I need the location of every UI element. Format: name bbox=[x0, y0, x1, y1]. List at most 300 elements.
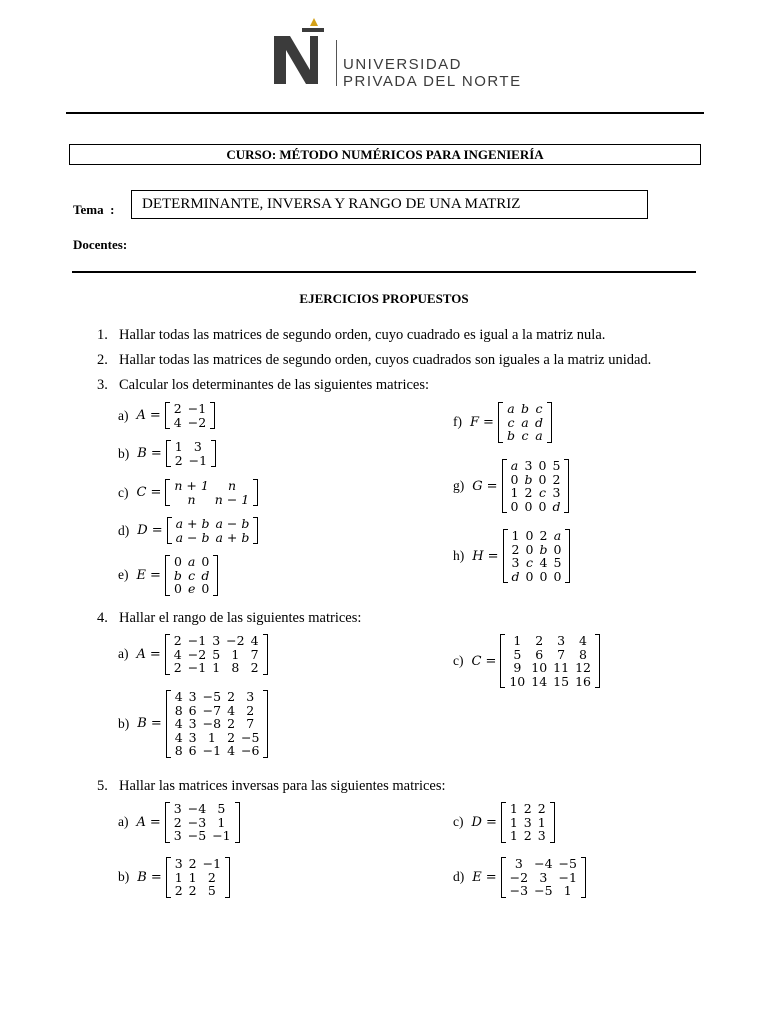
section-rule bbox=[72, 271, 696, 273]
matrix-cell: 2 bbox=[539, 528, 548, 543]
matrix-row bbox=[509, 543, 565, 557]
matrix-name: C bbox=[136, 485, 147, 500]
matrix-cell: 0 bbox=[553, 541, 562, 557]
item-label: d) bbox=[453, 869, 465, 885]
matrix-cell: 0 bbox=[510, 471, 519, 487]
q3-item-e bbox=[118, 555, 218, 596]
matrix-cell: 3 bbox=[524, 458, 533, 473]
question-3 bbox=[97, 377, 429, 394]
matrix-cell: 6 bbox=[188, 702, 197, 718]
matrix-row bbox=[506, 634, 594, 648]
matrix-row bbox=[506, 648, 594, 662]
matrix-brackets bbox=[500, 634, 600, 688]
university-name bbox=[343, 56, 522, 90]
question-text: Hallar el rango de las siguientes matrices: bbox=[119, 610, 362, 626]
matrix-row bbox=[172, 717, 263, 731]
matrix-cell: 0 bbox=[173, 581, 182, 596]
matrix-cell: 2 bbox=[173, 814, 182, 830]
matrix-row bbox=[507, 816, 549, 830]
matrix-cell: 1 bbox=[174, 439, 183, 454]
matrix-cell: 4 bbox=[174, 689, 183, 704]
matrix-row bbox=[171, 416, 209, 430]
university-name-line2: PRIVADA DEL NORTE bbox=[343, 73, 522, 90]
matrix-cell: −1 bbox=[188, 452, 208, 468]
matrix-cell: 8 bbox=[579, 646, 587, 662]
matrix-cell: 1 bbox=[537, 814, 546, 830]
matrix-row bbox=[509, 556, 565, 570]
matrix-cell: 4 bbox=[227, 702, 236, 718]
matrix-cell: 3 bbox=[514, 856, 523, 871]
matrix-cell: 9 bbox=[513, 660, 522, 675]
matrix-row bbox=[172, 871, 224, 885]
matrix-cell: 5 bbox=[513, 646, 522, 662]
matrix-cell: 3 bbox=[188, 689, 197, 704]
matrix-cell: c bbox=[538, 485, 546, 500]
matrix-cell: 1 bbox=[231, 646, 240, 662]
matrix-cell: 8 bbox=[174, 702, 183, 718]
matrix-cell: a bbox=[510, 458, 519, 473]
matrix-cell: 2 bbox=[523, 828, 532, 843]
item-label: b) bbox=[118, 445, 130, 461]
matrix-cell: −3 bbox=[509, 883, 529, 898]
matrix-cell: a bbox=[535, 428, 543, 443]
equals-sign: = bbox=[485, 869, 497, 885]
matrix-cell: 7 bbox=[557, 646, 566, 662]
matrix-cell: 0 bbox=[538, 458, 547, 473]
matrix-brackets bbox=[165, 555, 218, 596]
equals-sign: = bbox=[149, 646, 161, 662]
matrix-cell: 2 bbox=[227, 729, 236, 745]
item-label: a) bbox=[118, 814, 129, 830]
equals-sign: = bbox=[487, 548, 499, 564]
matrix-brackets bbox=[498, 402, 552, 443]
matrix-row bbox=[171, 829, 234, 843]
matrix-cell: −4 bbox=[187, 801, 207, 816]
matrix-entries bbox=[171, 402, 209, 429]
matrix-row bbox=[504, 416, 546, 430]
matrix-brackets bbox=[501, 802, 555, 843]
matrix-cell: 0 bbox=[525, 568, 534, 584]
university-logo-mark bbox=[270, 14, 334, 86]
matrix-cell: 3 bbox=[173, 801, 182, 816]
matrix-cell: 5 bbox=[212, 646, 221, 662]
equals-sign: = bbox=[149, 814, 161, 830]
course-title: CURSO: MÉTODO NUMÉRICOS PARA INGENIERÍA bbox=[69, 144, 701, 165]
topic-label: Tema : bbox=[73, 202, 115, 217]
matrix-cell: a − b bbox=[175, 529, 210, 545]
matrix-entries bbox=[172, 690, 263, 758]
matrix-row bbox=[171, 634, 262, 648]
matrix-cell: −5 bbox=[187, 828, 207, 843]
matrix-entries bbox=[508, 459, 564, 513]
matrix-entries bbox=[507, 802, 549, 843]
matrix-cell: d bbox=[201, 567, 210, 583]
section-title: EJERCICIOS PROPUESTOS bbox=[299, 291, 469, 306]
matrix-cell: b bbox=[506, 428, 515, 443]
university-name-line1: UNIVERSIDAD bbox=[343, 56, 463, 73]
matrix-cell: 1 bbox=[509, 828, 518, 843]
matrix-cell: n bbox=[187, 491, 196, 507]
matrix-brackets bbox=[165, 479, 258, 506]
matrix-cell: c bbox=[188, 567, 196, 583]
matrix-cell: c bbox=[507, 414, 515, 430]
matrix-cell: −1 bbox=[202, 743, 222, 758]
matrix-name: A bbox=[136, 408, 146, 423]
matrix-row bbox=[508, 473, 564, 487]
matrix-cell: a bbox=[507, 401, 515, 416]
q4-item-a bbox=[118, 634, 268, 675]
matrix-cell: −1 bbox=[187, 660, 207, 675]
equals-sign: = bbox=[149, 408, 161, 423]
matrix-cell: 5 bbox=[552, 458, 561, 473]
matrix-cell: −1 bbox=[202, 856, 222, 871]
matrix-cell: 3 bbox=[188, 716, 197, 731]
matrix-cell: −1 bbox=[558, 869, 577, 885]
matrix-cell: 0 bbox=[201, 554, 210, 569]
matrix-entries bbox=[506, 634, 594, 688]
matrix-cell: 2 bbox=[207, 869, 216, 885]
matrix-row bbox=[506, 675, 594, 689]
matrix-cell: 0 bbox=[201, 581, 210, 596]
matrix-cell: 1 bbox=[563, 883, 572, 898]
matrix-row bbox=[171, 816, 234, 830]
matrix-cell: −1 bbox=[187, 633, 207, 648]
matrix-cell: 0 bbox=[539, 568, 548, 584]
matrix-cell: 6 bbox=[535, 646, 544, 662]
matrix-cell: 0 bbox=[538, 471, 547, 487]
matrix-row bbox=[509, 570, 565, 584]
matrix-cell: n − 1 bbox=[214, 491, 250, 507]
matrix-row bbox=[173, 517, 253, 531]
matrix-cell: 14 bbox=[531, 673, 548, 689]
topic-title: DETERMINANTE, INVERSA Y RANGO DE UNA MATRIZ bbox=[131, 190, 648, 219]
matrix-cell: 15 bbox=[553, 673, 570, 689]
equals-sign: = bbox=[483, 414, 494, 430]
matrix-cell: 3 bbox=[523, 814, 532, 830]
matrix-cell: a + b bbox=[215, 529, 250, 545]
matrix-row bbox=[172, 884, 224, 898]
matrix-cell: 4 bbox=[250, 633, 259, 648]
matrix-brackets bbox=[165, 402, 215, 429]
matrix-cell: −5 bbox=[241, 729, 260, 745]
matrix-cell: b bbox=[173, 567, 182, 583]
matrix-cell: 5 bbox=[217, 801, 226, 816]
matrix-cell: d bbox=[552, 498, 561, 514]
matrix-entries bbox=[172, 857, 224, 898]
question-text: Hallar todas las matrices de segundo orden, cuyos cuadrados son iguales a la matriz unidad. bbox=[119, 352, 652, 368]
question-5 bbox=[97, 778, 446, 795]
matrix-cell: a bbox=[553, 528, 562, 543]
matrix-row bbox=[172, 704, 263, 718]
matrix-row bbox=[507, 802, 549, 816]
matrix-cell: 3 bbox=[539, 869, 548, 885]
matrix-cell: 2 bbox=[250, 660, 259, 675]
matrix-cell: 7 bbox=[250, 646, 259, 662]
matrix-cell: 1 bbox=[174, 869, 183, 885]
matrix-cell: 1 bbox=[510, 485, 519, 500]
matrix-cell: 4 bbox=[227, 743, 236, 758]
question-1 bbox=[97, 327, 605, 344]
question-number: 5. bbox=[97, 778, 108, 794]
matrix-entries bbox=[172, 440, 210, 467]
matrix-cell: 1 bbox=[511, 528, 520, 543]
matrix-cell: 0 bbox=[525, 541, 534, 557]
question-4 bbox=[97, 610, 361, 627]
matrix-cell: 4 bbox=[173, 414, 182, 430]
matrix-row bbox=[171, 661, 262, 675]
matrix-row bbox=[171, 569, 212, 583]
matrix-row bbox=[507, 857, 580, 871]
matrix-name: B bbox=[137, 869, 147, 885]
matrix-brackets bbox=[501, 857, 586, 898]
matrix-entries bbox=[507, 857, 580, 898]
matrix-cell: b bbox=[539, 541, 548, 557]
q3-item-g bbox=[453, 459, 569, 513]
matrix-cell: 3 bbox=[511, 555, 520, 570]
equals-sign: = bbox=[151, 523, 163, 538]
matrix-cell: 1 bbox=[509, 801, 518, 816]
matrix-cell: 1 bbox=[212, 660, 221, 675]
question-number: 3. bbox=[97, 377, 108, 393]
matrix-row bbox=[171, 648, 262, 662]
q5-item-d bbox=[453, 857, 586, 898]
equals-sign: = bbox=[485, 653, 497, 669]
matrix-cell: a bbox=[521, 414, 529, 430]
header-rule bbox=[66, 112, 704, 114]
matrix-cell: 2 bbox=[524, 485, 533, 500]
matrix-entries bbox=[173, 517, 253, 544]
equals-sign: = bbox=[150, 869, 162, 885]
teachers-label: Docentes: bbox=[73, 237, 128, 252]
matrix-cell: 2 bbox=[535, 633, 544, 648]
matrix-cell: a − b bbox=[215, 516, 250, 531]
matrix-name: D bbox=[137, 523, 148, 538]
matrix-row bbox=[171, 493, 252, 507]
matrix-brackets bbox=[165, 634, 268, 675]
matrix-row bbox=[171, 582, 212, 596]
matrix-name: B bbox=[137, 716, 147, 732]
matrix-row bbox=[171, 555, 212, 569]
matrix-cell: −6 bbox=[241, 743, 260, 758]
matrix-name: E bbox=[136, 567, 146, 583]
matrix-cell: 1 bbox=[188, 869, 197, 885]
matrix-name: F bbox=[470, 414, 480, 430]
matrix-cell: c bbox=[525, 555, 533, 570]
matrix-cell: 8 bbox=[231, 660, 240, 675]
matrix-cell: 2 bbox=[246, 702, 255, 718]
matrix-cell: 2 bbox=[188, 883, 197, 898]
matrix-cell: 4 bbox=[173, 646, 182, 662]
matrix-cell: 4 bbox=[174, 729, 183, 745]
matrix-cell: 6 bbox=[188, 743, 197, 758]
q5-item-c bbox=[453, 802, 555, 843]
matrix-cell: 0 bbox=[538, 498, 547, 514]
item-label: d) bbox=[118, 522, 130, 538]
matrix-cell: b bbox=[520, 401, 529, 416]
q3-item-a bbox=[118, 402, 215, 429]
item-label: b) bbox=[118, 715, 130, 731]
equals-sign: = bbox=[485, 814, 497, 830]
question-number: 1. bbox=[97, 327, 108, 343]
matrix-name: A bbox=[136, 646, 146, 662]
matrix-row bbox=[171, 479, 252, 493]
matrix-cell: b bbox=[524, 471, 533, 487]
matrix-cell: 0 bbox=[553, 568, 562, 584]
matrix-cell: 12 bbox=[575, 660, 591, 675]
matrix-name: G bbox=[472, 478, 483, 494]
matrix-cell: 2 bbox=[552, 471, 561, 487]
matrix-row bbox=[172, 454, 210, 468]
matrix-cell: d bbox=[534, 414, 543, 430]
matrix-brackets bbox=[166, 690, 269, 758]
matrix-cell: −5 bbox=[534, 883, 553, 898]
item-label: c) bbox=[453, 814, 464, 830]
matrix-cell: −2 bbox=[509, 869, 529, 885]
matrix-cell: d bbox=[511, 568, 520, 584]
matrix-cell: −1 bbox=[187, 401, 207, 416]
matrix-cell: 0 bbox=[524, 498, 533, 514]
matrix-name: D bbox=[471, 814, 482, 830]
matrix-entries bbox=[509, 529, 565, 583]
equals-sign: = bbox=[150, 446, 162, 461]
matrix-cell: −2 bbox=[226, 633, 245, 648]
matrix-row bbox=[504, 402, 546, 416]
matrix-cell: c bbox=[535, 401, 543, 416]
matrix-cell: 2 bbox=[173, 401, 182, 416]
matrix-row bbox=[172, 690, 263, 704]
matrix-brackets bbox=[166, 857, 230, 898]
item-label: a) bbox=[118, 646, 129, 662]
matrix-cell: −7 bbox=[202, 702, 222, 718]
matrix-cell: e bbox=[187, 581, 196, 596]
matrix-cell: 2 bbox=[188, 856, 197, 871]
matrix-cell: 4 bbox=[579, 633, 587, 648]
matrix-cell: 3 bbox=[557, 633, 566, 648]
matrix-entries bbox=[171, 802, 234, 843]
question-number: 2. bbox=[97, 352, 108, 368]
matrix-cell: 8 bbox=[174, 743, 183, 758]
matrix-cell: 2 bbox=[537, 801, 546, 816]
q3-item-b bbox=[118, 440, 216, 467]
matrix-cell: −3 bbox=[187, 814, 207, 830]
matrix-name: A bbox=[136, 814, 146, 830]
matrix-row bbox=[506, 661, 594, 675]
equals-sign: = bbox=[150, 567, 161, 583]
q3-item-f bbox=[453, 402, 552, 443]
matrix-row bbox=[172, 731, 263, 745]
matrix-row bbox=[507, 829, 549, 843]
matrix-cell: 1 bbox=[509, 814, 518, 830]
item-label: g) bbox=[453, 478, 465, 493]
equals-sign: = bbox=[150, 716, 162, 732]
item-label: e) bbox=[118, 567, 129, 583]
matrix-cell: 2 bbox=[173, 633, 182, 648]
matrix-row bbox=[172, 440, 210, 454]
matrix-row bbox=[504, 429, 546, 443]
matrix-cell: 2 bbox=[227, 716, 236, 731]
matrix-cell: 7 bbox=[246, 716, 255, 731]
matrix-row bbox=[172, 744, 263, 758]
item-label: c) bbox=[453, 653, 464, 668]
matrix-name: C bbox=[471, 653, 482, 669]
matrix-cell: a + b bbox=[175, 516, 210, 531]
matrix-cell: 0 bbox=[173, 554, 182, 569]
matrix-cell: −5 bbox=[558, 856, 577, 871]
matrix-row bbox=[171, 802, 234, 816]
item-label: a) bbox=[118, 407, 129, 423]
matrix-row bbox=[507, 884, 580, 898]
matrix-cell: −4 bbox=[534, 856, 553, 871]
matrix-cell: c bbox=[521, 428, 529, 443]
matrix-row bbox=[173, 531, 253, 545]
matrix-brackets bbox=[167, 517, 259, 544]
matrix-cell: 0 bbox=[525, 528, 534, 543]
matrix-cell: 0 bbox=[510, 498, 519, 514]
item-label: h) bbox=[453, 548, 465, 563]
matrix-cell: 16 bbox=[575, 673, 591, 689]
item-label: b) bbox=[118, 869, 130, 885]
matrix-cell: 3 bbox=[174, 856, 183, 871]
matrix-cell: 4 bbox=[174, 716, 183, 731]
question-text: Calcular los determinantes de las siguientes matrices: bbox=[119, 377, 430, 393]
q3-item-h bbox=[453, 529, 570, 583]
q4-item-c bbox=[453, 634, 600, 688]
matrix-row bbox=[508, 486, 564, 500]
matrix-row bbox=[508, 500, 564, 514]
matrix-entries bbox=[171, 634, 262, 675]
matrix-cell: 3 bbox=[552, 485, 561, 500]
matrix-cell: 3 bbox=[246, 689, 255, 704]
q5-item-a bbox=[118, 802, 240, 843]
matrix-name: B bbox=[137, 446, 147, 461]
matrix-cell: 10 bbox=[531, 660, 548, 675]
question-2 bbox=[97, 352, 651, 369]
matrix-cell: 2 bbox=[511, 541, 520, 557]
matrix-cell: n + 1 bbox=[174, 478, 209, 493]
matrix-name: H bbox=[472, 548, 484, 564]
q3-item-d bbox=[118, 517, 258, 544]
question-text: Hallar todas las matrices de segundo orden, cuyo cuadrado es igual a la matriz nula. bbox=[119, 327, 606, 343]
item-label: f) bbox=[453, 414, 462, 430]
q4-item-b bbox=[118, 690, 268, 758]
matrix-cell: 3 bbox=[537, 828, 546, 843]
logo-divider bbox=[336, 40, 337, 86]
matrix-cell: 2 bbox=[173, 660, 182, 675]
matrix-cell: −5 bbox=[202, 689, 222, 704]
matrix-cell: 11 bbox=[553, 660, 570, 675]
matrix-cell: 4 bbox=[539, 555, 548, 570]
equals-sign: = bbox=[486, 478, 498, 494]
matrix-cell: −2 bbox=[187, 414, 207, 430]
matrix-entries bbox=[171, 555, 212, 596]
question-text: Hallar las matrices inversas para las siguientes matrices: bbox=[119, 778, 446, 794]
matrix-cell: 3 bbox=[173, 828, 182, 843]
matrix-brackets bbox=[502, 459, 570, 513]
matrix-cell: 2 bbox=[174, 883, 183, 898]
matrix-cell: 10 bbox=[509, 673, 526, 689]
matrix-brackets bbox=[165, 802, 240, 843]
matrix-cell: −8 bbox=[202, 716, 222, 731]
matrix-cell: a bbox=[187, 554, 196, 569]
matrix-cell: 5 bbox=[553, 555, 562, 570]
matrix-brackets bbox=[166, 440, 216, 467]
matrix-row bbox=[172, 857, 224, 871]
matrix-cell: 1 bbox=[513, 633, 522, 648]
matrix-cell: −1 bbox=[212, 828, 231, 843]
matrix-cell: n bbox=[227, 478, 237, 493]
matrix-brackets bbox=[503, 529, 571, 583]
matrix-row bbox=[507, 871, 580, 885]
